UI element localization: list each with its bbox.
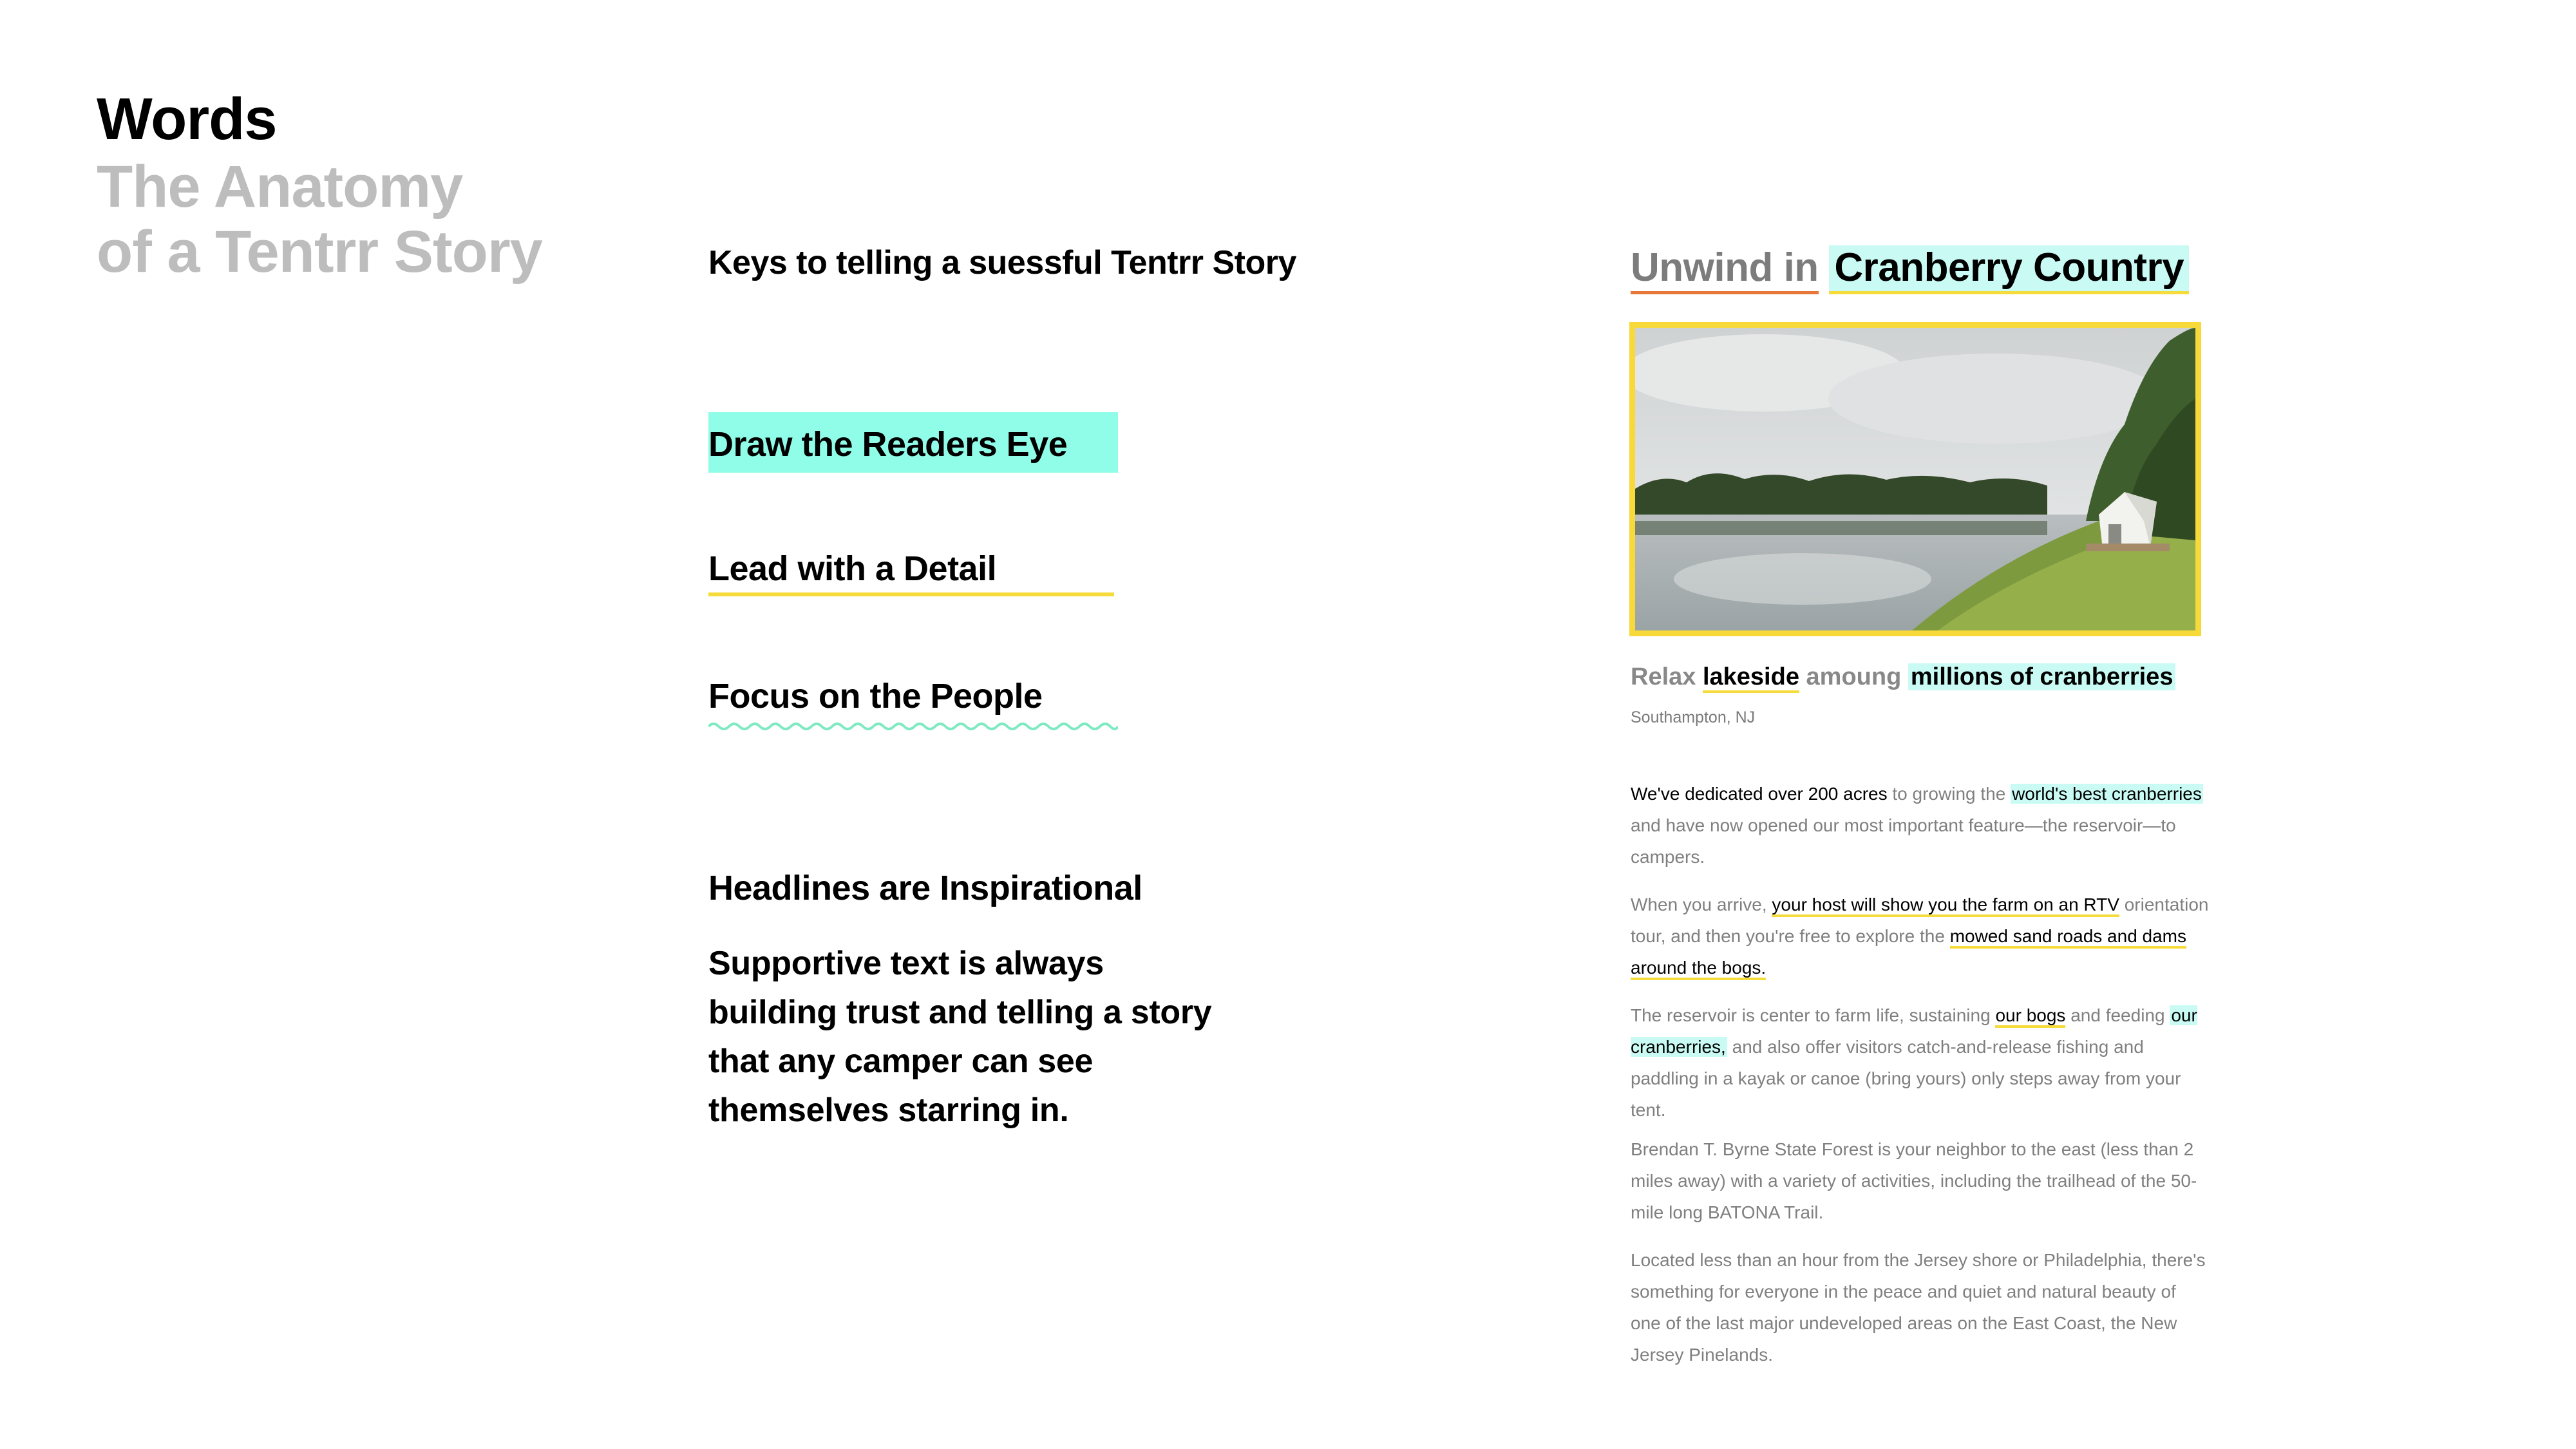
- key-draw-readers-eye: Draw the Readers Eye: [708, 412, 1118, 473]
- supportive-note: Supportive text is always building trust and telling a story that any camper can see themselves starring in.: [708, 945, 1212, 1129]
- wavy-underline: [708, 720, 1118, 733]
- key-lead-with-detail: Lead with a Detail: [708, 549, 1114, 596]
- story-subheadline: [1631, 663, 2175, 691]
- lake-tent-image: [1635, 328, 2195, 630]
- keys-heading: Keys to telling a suessful Tentrr Story: [708, 244, 1296, 281]
- p3-underline-bogs: our bogs: [1995, 1005, 2065, 1028]
- headline-highlight: Cranberry Country: [1829, 245, 2189, 294]
- story-photo: [1629, 322, 2201, 636]
- p2-underline-roads: mowed sand roads and dams around the bogs.: [1631, 926, 2186, 980]
- p2-text-mid: orientation tour, and then you're free to explore the: [1631, 895, 2209, 946]
- story-paragraph-5: Located less than an hour from the Jersey shore or Philadelphia, there's something for everyone in the peace and quiet and natural beauty of one of the last major undeveloped areas on the East Coast, the New Jersey Pinelands.: [1631, 1250, 2206, 1365]
- p3-text: The reservoir is center to farm life, sustaining: [1631, 1005, 1991, 1025]
- subheadline-cranberries: millions of cranberries: [1908, 663, 2176, 690]
- p3-text-end: and also offer visitors catch-and-release fishing and paddling in a kayak or canoe (bring yours) only steps away from your tent.: [1631, 1037, 2181, 1120]
- p3-text-mid: and feeding: [2070, 1005, 2165, 1025]
- subtitle-line-1: The Anatomy: [97, 154, 463, 220]
- story-paragraph-4: Brendan T. Byrne State Forest is your neighbor to the east (less than 2 miles away) with a variety of activities, including the trailhead of the 50-mile long BATONA Trail.: [1631, 1139, 2197, 1222]
- p1-text-end: and have now opened our most important feature—the reservoir—to campers.: [1631, 815, 2176, 867]
- section-subtitle: [97, 155, 542, 285]
- p3-highlight-cranberries: our cranberries,: [1631, 1005, 2197, 1057]
- subtitle-line-2: of a Tentrr Story: [97, 219, 542, 285]
- story-paragraph-1: [1631, 778, 2210, 873]
- subheadline-word-lakeside: lakeside: [1703, 663, 1799, 693]
- story-location: Southampton, NJ: [1631, 708, 1756, 726]
- p1-highlight: world's best cranberries: [2012, 784, 2202, 804]
- p1-detail: We've dedicated over 200 acres: [1631, 784, 1888, 804]
- story-paragraph-3: [1631, 999, 2210, 1126]
- story-headline: [1631, 245, 2189, 290]
- key-focus-on-people: Focus on the People: [708, 677, 1043, 715]
- headline-prefix: Unwind in: [1631, 245, 1819, 294]
- p1-text: to growing the: [1892, 784, 2006, 804]
- subheadline-word-relax: Relax: [1631, 663, 1696, 690]
- p2-text: When you arrive,: [1631, 895, 1767, 914]
- section-title: Words: [97, 86, 277, 152]
- subheadline-word-amoung: amoung: [1806, 663, 1902, 690]
- p2-underline-host: your host will show you the farm on an RTV: [1772, 895, 2119, 917]
- headlines-note: Headlines are Inspirational: [708, 869, 1142, 907]
- story-paragraph-2: [1631, 889, 2210, 983]
